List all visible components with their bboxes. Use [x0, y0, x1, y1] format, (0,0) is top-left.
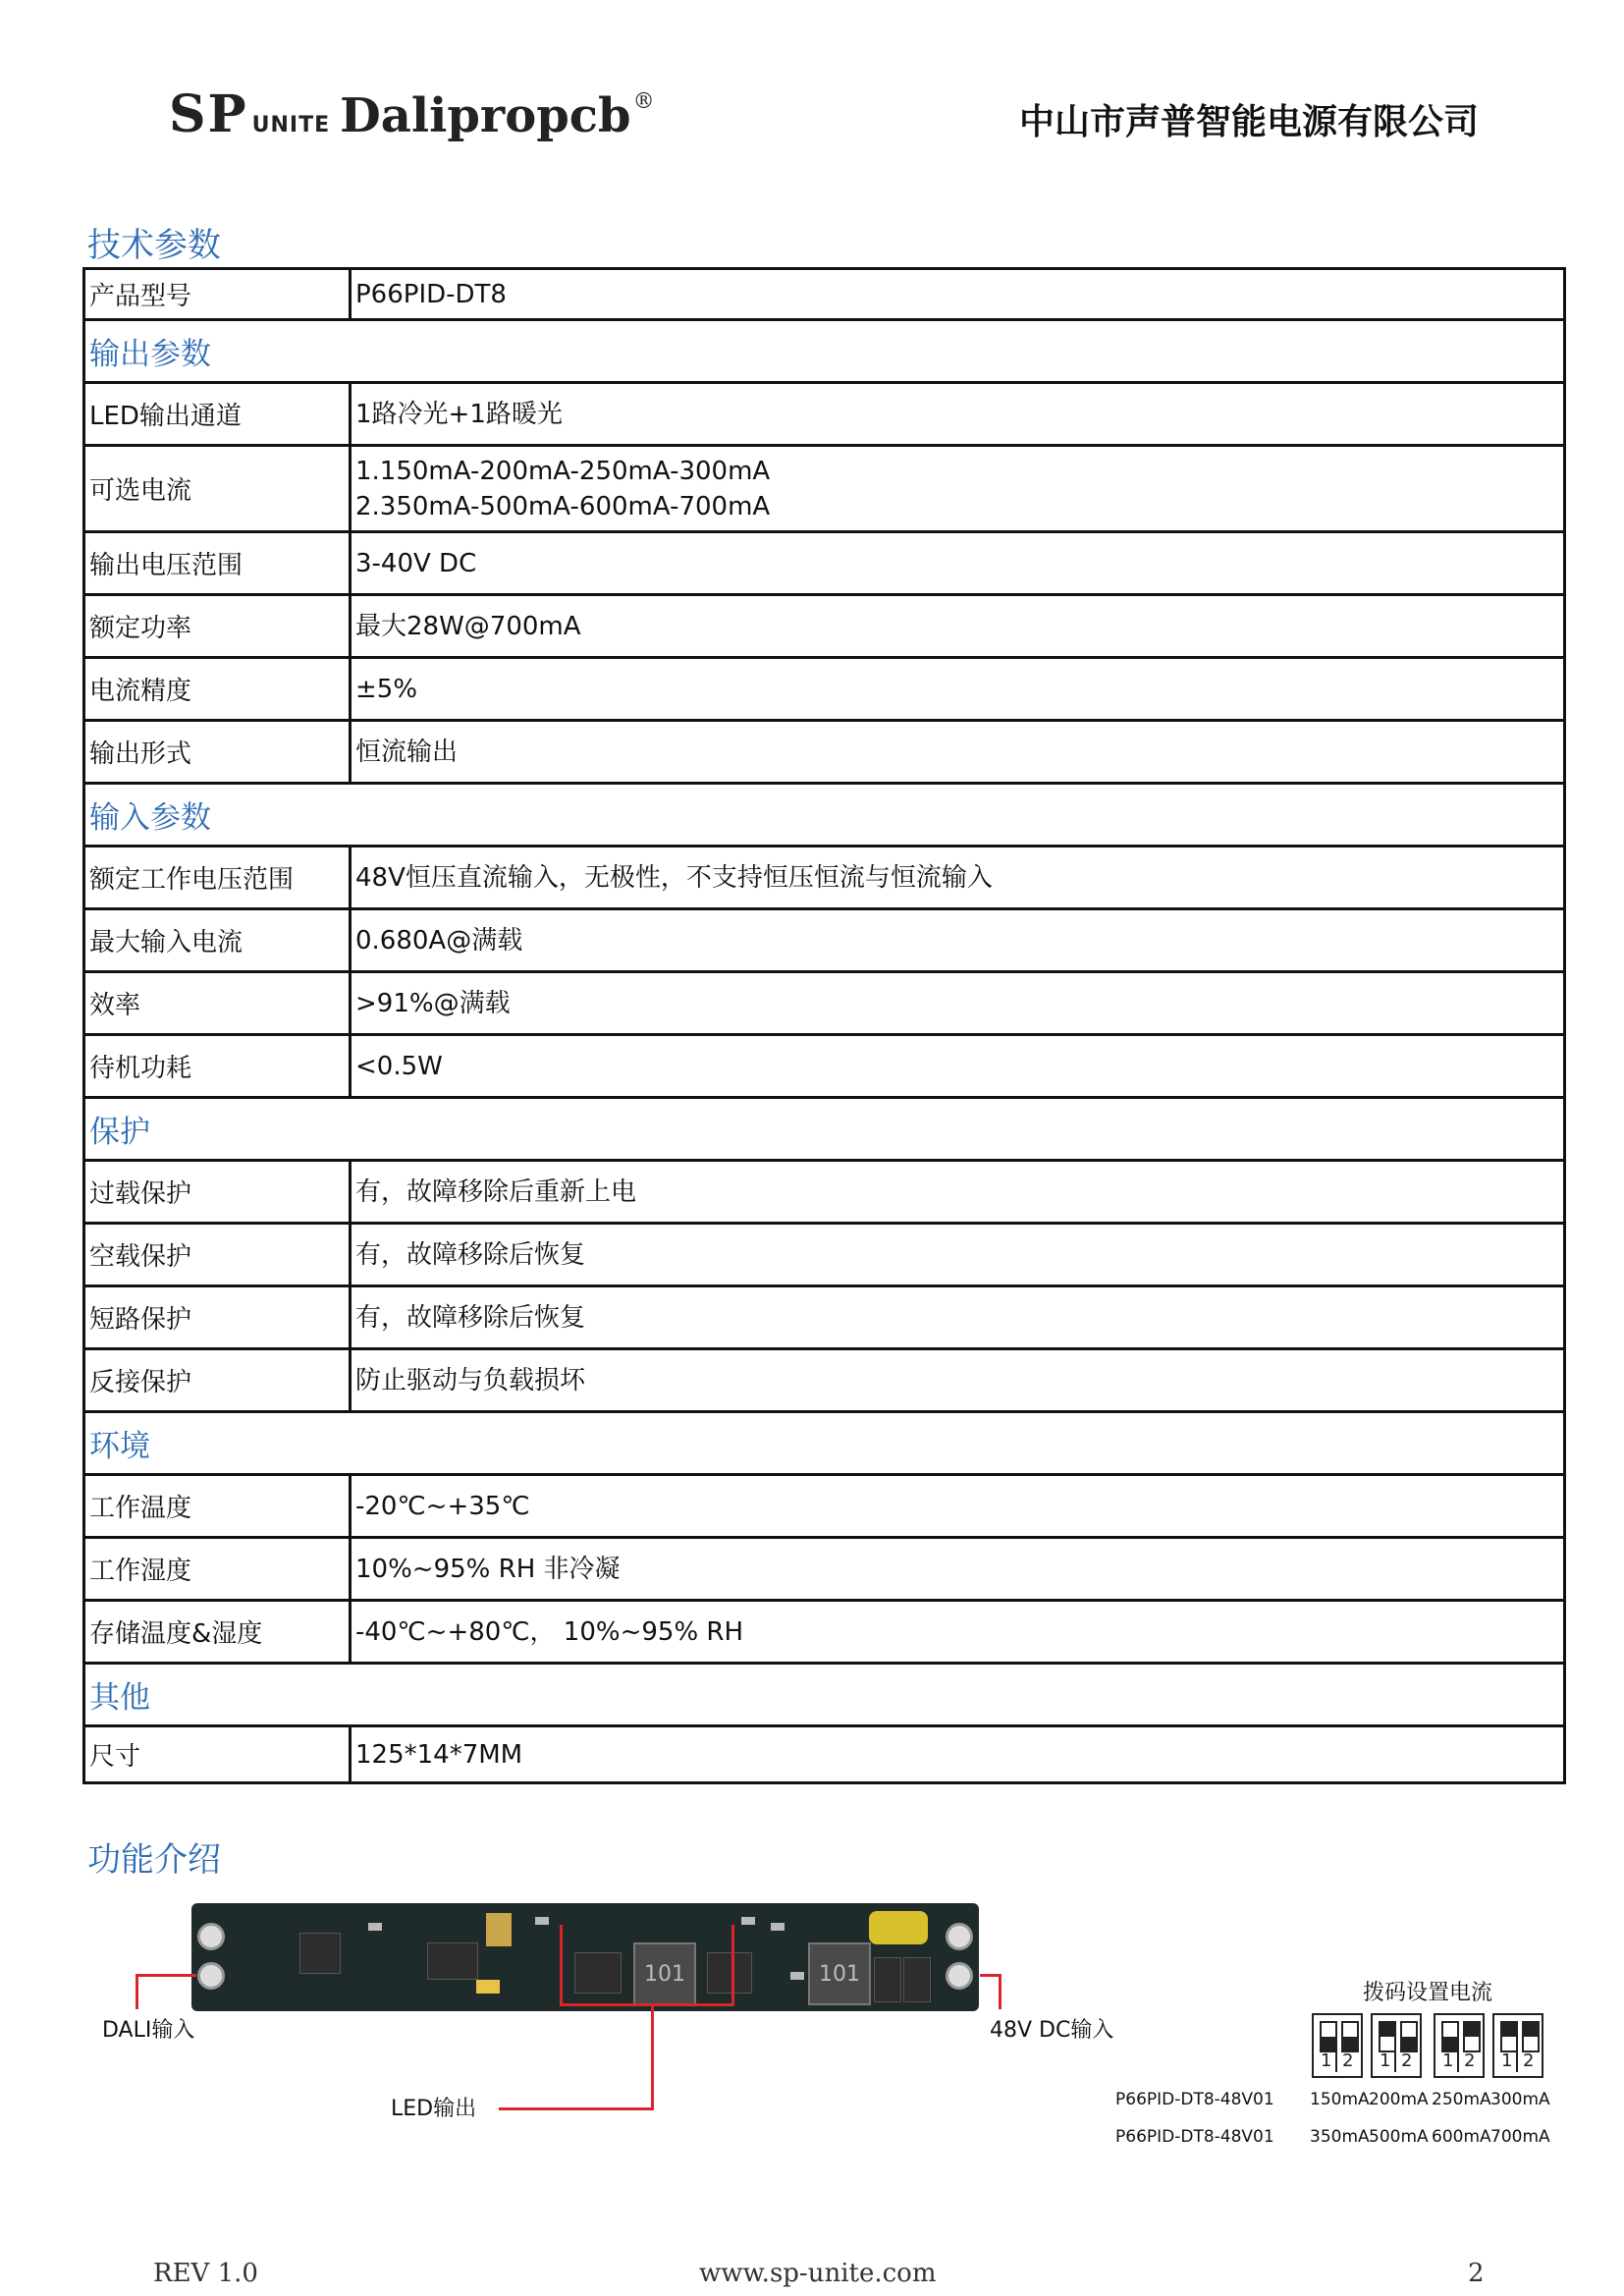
dip-switch-divider [1516, 2050, 1518, 2072]
dip-switch-knob [1380, 2023, 1394, 2037]
spec-value-line: 有，故障移除后恢复 [355, 1239, 586, 1270]
spec-value-line: 恒流输出 [355, 737, 459, 767]
spec-value-line: 有，故障移除后重新上电 [355, 1176, 637, 1207]
dc-input-label: 48V DC输入 [990, 2018, 1114, 2043]
smd-component [368, 1923, 382, 1931]
logo-unite: UNITE [251, 113, 331, 137]
spec-value [351, 1349, 1565, 1412]
dip-setting-title: 拨码设置电流 [1363, 1981, 1493, 2005]
dip-switch-component [486, 1913, 512, 1946]
dip-switch-knob [1343, 2037, 1357, 2050]
dali-pad-bottom [197, 1962, 225, 1990]
spec-row [84, 1224, 1565, 1286]
spec-section-heading: 其他 [84, 1664, 1565, 1726]
spec-value-line: 0.680A@满载 [355, 925, 523, 956]
dali-callout-line [135, 1974, 196, 1977]
spec-row [84, 1601, 1565, 1664]
dc-pad-bottom [946, 1962, 973, 1990]
spec-value [351, 1475, 1565, 1538]
spec-value [351, 658, 1565, 721]
spec-title: 技术参数 [87, 226, 221, 265]
spec-value-line: P66PID-DT8 [355, 279, 507, 309]
logo-registered-mark: ® [632, 89, 655, 114]
spec-label: 反接保护 [84, 1349, 351, 1412]
spec-row [84, 446, 1565, 532]
dip-switch-knob [1524, 2023, 1538, 2037]
dip-switch-number: 2 [1464, 2050, 1476, 2071]
spec-row [84, 1286, 1565, 1349]
footer-revision: REV 1.0 [153, 2259, 258, 2288]
spec-value-line: ±5% [355, 674, 418, 704]
spec-section-row [84, 1412, 1565, 1475]
spec-label: 尺寸 [84, 1726, 351, 1783]
dip-switch-number: 2 [1401, 2050, 1413, 2071]
dip-switch-knob [1502, 2023, 1516, 2037]
led-component [476, 1980, 500, 1994]
spec-row [84, 1035, 1565, 1098]
dip-switch-knob [1443, 2037, 1457, 2050]
spec-value [351, 909, 1565, 972]
spec-value-line: -40℃~+80℃， 10%~95% RH [355, 1616, 744, 1647]
spec-row [84, 383, 1565, 446]
logo-sp: SP [169, 84, 248, 144]
capacitor [869, 1911, 928, 1944]
dip-switch-number: 1 [1501, 2050, 1513, 2071]
dip-current-value: 150mA [1310, 2090, 1370, 2109]
smd-component [790, 1972, 804, 1980]
model-label: P66PID-DT8-48V01 [1115, 2090, 1274, 2109]
inductor-coil: 101 [808, 1942, 871, 2005]
dc-callout-line [980, 1974, 1001, 1977]
dip-switch-icon [1434, 2013, 1485, 2078]
company-name: 中山市声普智能电源有限公司 [1018, 102, 1479, 142]
dc-callout-line [999, 1974, 1001, 2009]
spec-value [351, 446, 1565, 532]
footer-page-number: 2 [1468, 2259, 1485, 2288]
dip-current-value: 700mA [1490, 2127, 1550, 2147]
dip-switch-knob [1322, 2037, 1335, 2050]
dali-pad-top [197, 1923, 225, 1950]
spec-label: 额定功率 [84, 595, 351, 658]
led-callout-line [651, 2003, 654, 2109]
spec-value [351, 1035, 1565, 1098]
spec-value-line: 防止驱动与负载损坏 [355, 1365, 586, 1395]
spec-label: 短路保护 [84, 1286, 351, 1349]
spec-value [351, 1286, 1565, 1349]
dip-switch-number: 1 [1442, 2050, 1454, 2071]
dip-switch-number: 2 [1342, 2050, 1354, 2071]
spec-row [84, 1726, 1565, 1783]
spec-row [84, 658, 1565, 721]
spec-value [351, 1161, 1565, 1224]
smd-component [535, 1917, 549, 1925]
spec-value [351, 1224, 1565, 1286]
dip-switch-number: 1 [1321, 2050, 1332, 2071]
spec-value [351, 595, 1565, 658]
inductor-coil: 101 [633, 1942, 696, 2005]
dip-switch-icon [1312, 2013, 1363, 2078]
mosfet [874, 1957, 901, 2002]
dip-switch-knob [1402, 2037, 1416, 2050]
dip-current-value: 300mA [1490, 2090, 1550, 2109]
led-callout-line [499, 2107, 654, 2110]
spec-section-row [84, 784, 1565, 847]
dip-switch-lever [1441, 2021, 1459, 2052]
spec-value-line: 3-40V DC [355, 548, 477, 578]
spec-label: 输出形式 [84, 721, 351, 784]
led-callout-line [731, 1925, 734, 2005]
spec-row [84, 532, 1565, 595]
spec-value [351, 269, 1565, 320]
spec-value-line: 48V恒压直流输入，无极性，不支持恒压恒流与恒流输入 [355, 862, 993, 893]
dip-switch-lever [1341, 2021, 1359, 2052]
spec-value [351, 721, 1565, 784]
spec-row [84, 269, 1565, 320]
spec-label: 最大输入电流 [84, 909, 351, 972]
ic-chip [707, 1952, 752, 1994]
dip-switch-lever [1522, 2021, 1540, 2052]
spec-label: LED输出通道 [84, 383, 351, 446]
dip-current-value: 500mA [1369, 2127, 1429, 2147]
spec-value [351, 532, 1565, 595]
dip-switch-lever [1400, 2021, 1418, 2052]
spec-row [84, 909, 1565, 972]
spec-section-heading: 输出参数 [84, 320, 1565, 383]
spec-label: 产品型号 [84, 269, 351, 320]
spec-value [351, 972, 1565, 1035]
footer-url[interactable]: www.sp-unite.com [699, 2259, 937, 2288]
spec-value [351, 383, 1565, 446]
spec-row [84, 847, 1565, 909]
spec-row [84, 1475, 1565, 1538]
logo-brand: Dalipropcb [340, 88, 631, 143]
dip-switch-lever [1463, 2021, 1481, 2052]
model-label: P66PID-DT8-48V01 [1115, 2127, 1274, 2147]
dip-switch-icon [1371, 2013, 1422, 2078]
dip-current-value: 600mA [1432, 2127, 1491, 2147]
spec-label: 待机功耗 [84, 1035, 351, 1098]
spec-value-line: 有，故障移除后恢复 [355, 1302, 586, 1333]
dip-switch-divider [1457, 2050, 1459, 2072]
ic-chip [427, 1942, 478, 1980]
spec-label: 效率 [84, 972, 351, 1035]
spec-value-line: 10%~95% RH 非冷凝 [355, 1554, 621, 1584]
spec-label: 存储温度&湿度 [84, 1601, 351, 1664]
smd-component [741, 1917, 755, 1925]
smd-component [771, 1923, 785, 1931]
led-output-label: LED输出 [391, 2097, 477, 2121]
dip-current-value: 250mA [1432, 2090, 1491, 2109]
dc-pad-top [946, 1923, 973, 1950]
spec-value-line: -20℃~+35℃ [355, 1491, 530, 1521]
spec-row [84, 1349, 1565, 1412]
spec-label: 额定工作电压范围 [84, 847, 351, 909]
mosfet [903, 1957, 931, 2002]
spec-section-heading: 输入参数 [84, 784, 1565, 847]
ic-chip [299, 1933, 341, 1974]
dip-switch-lever [1500, 2021, 1518, 2052]
spec-label: 输出电压范围 [84, 532, 351, 595]
spec-value-line: <0.5W [355, 1051, 443, 1081]
dip-current-value: 200mA [1369, 2090, 1429, 2109]
dip-switch-divider [1394, 2050, 1396, 2072]
dip-switch-knob [1465, 2023, 1479, 2037]
spec-value-line: 1.150mA-200mA-250mA-300mA [355, 456, 771, 486]
spec-value [351, 847, 1565, 909]
spec-section-heading: 环境 [84, 1412, 1565, 1475]
dip-switch-divider [1335, 2050, 1337, 2072]
spec-value [351, 1538, 1565, 1601]
spec-row [84, 1161, 1565, 1224]
dali-input-label: DALI输入 [102, 2018, 195, 2043]
features-title: 功能介绍 [87, 1840, 221, 1880]
dip-switch-lever [1379, 2021, 1396, 2052]
spec-label: 空载保护 [84, 1224, 351, 1286]
spec-label: 工作湿度 [84, 1538, 351, 1601]
pcb-board-image [191, 1903, 979, 2011]
spec-section-row [84, 320, 1565, 383]
spec-row [84, 1538, 1565, 1601]
spec-row [84, 972, 1565, 1035]
spec-label: 过载保护 [84, 1161, 351, 1224]
spec-label: 可选电流 [84, 446, 351, 532]
spec-value-line: 最大28W@700mA [355, 611, 581, 641]
spec-row [84, 595, 1565, 658]
spec-table [82, 267, 1566, 1784]
spec-value [351, 1726, 1565, 1783]
spec-value [351, 1601, 1565, 1664]
ic-chip [574, 1952, 622, 1994]
spec-label: 工作温度 [84, 1475, 351, 1538]
dip-current-value: 350mA [1310, 2127, 1370, 2147]
brand-logo [169, 84, 655, 153]
spec-section-row [84, 1664, 1565, 1726]
dip-switch-lever [1320, 2021, 1337, 2052]
dip-switch-number: 2 [1523, 2050, 1535, 2071]
spec-value-line: >91%@满载 [355, 988, 511, 1018]
led-callout-line [560, 1925, 563, 2005]
spec-section-heading: 保护 [84, 1098, 1565, 1161]
dip-switch-number: 1 [1380, 2050, 1391, 2071]
spec-value-line: 2.350mA-500mA-600mA-700mA [355, 491, 771, 521]
spec-label: 电流精度 [84, 658, 351, 721]
dali-callout-line [135, 1974, 138, 2009]
spec-section-row [84, 1098, 1565, 1161]
led-callout-line [560, 2003, 734, 2006]
spec-value-line: 1路冷光+1路暖光 [355, 399, 563, 429]
spec-value-line: 125*14*7MM [355, 1739, 523, 1770]
spec-row [84, 721, 1565, 784]
dip-switch-icon [1492, 2013, 1543, 2078]
